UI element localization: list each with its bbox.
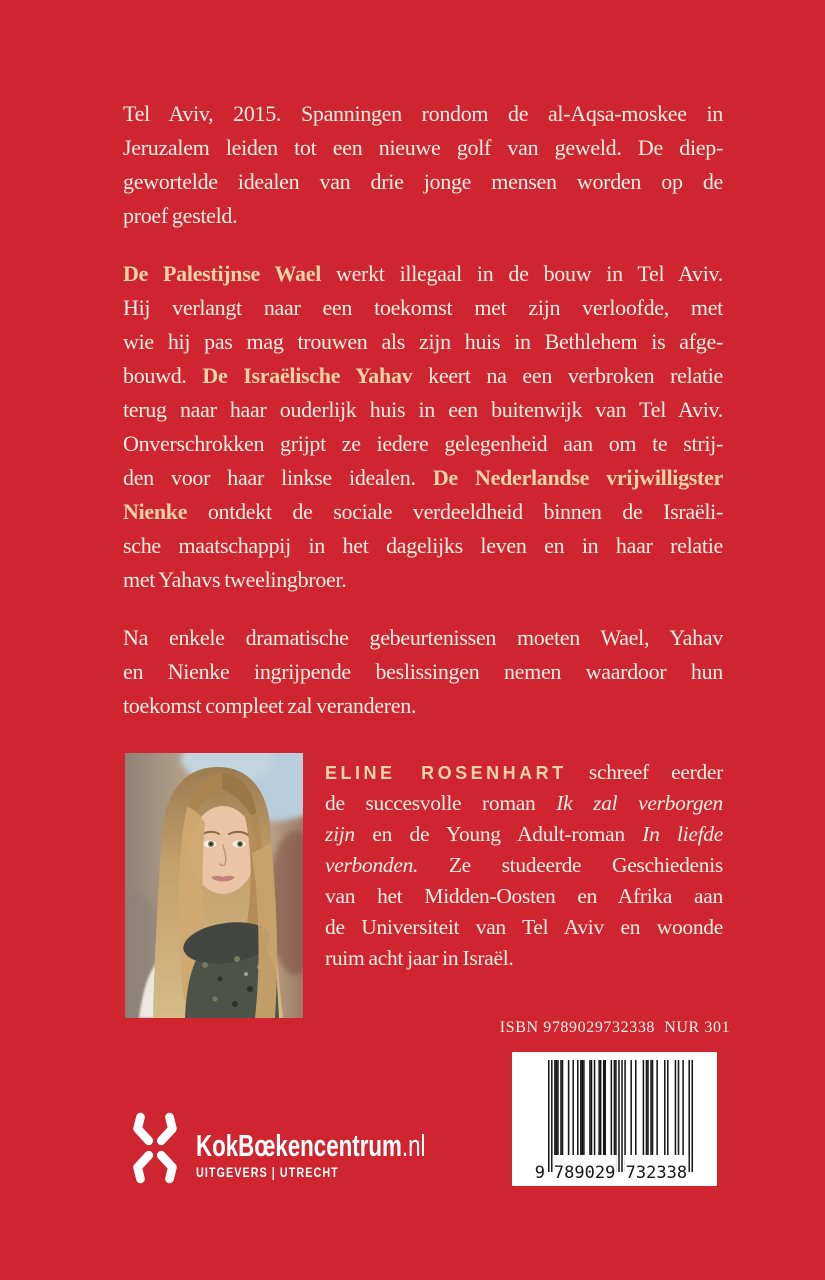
text-line: wie hij pas mag trouwen als zijn huis in Bethlehem is afge- — [123, 329, 723, 354]
text-line: bouwd. De Israëlische Yahav keert na een verbroken relatie — [123, 363, 724, 388]
text-line: Na enkele dramatische gebeurtenissen moeten Wael, Yahav — [123, 625, 723, 650]
text-line: toekomst compleet zal veranderen. — [123, 693, 417, 718]
text-line: sche maatschappij in het dagelijks leven en in haar relatie — [123, 533, 723, 558]
text-line: Jeruzalem leiden tot een nieuwe golf van geweld. De diep- — [123, 135, 723, 160]
publisher-star-icon — [126, 1109, 184, 1187]
text-line: met Yahavs tweelingbroer. — [123, 567, 347, 592]
publisher-tagline: UITGEVERS | UTRECHT — [196, 1165, 339, 1180]
text-line: terug naar haar ouderlijk huis in een buitenwijk van Tel Aviv. — [123, 397, 723, 422]
text-line: zijn en de Young Adult-roman In liefde — [325, 822, 723, 846]
text-line: den voor haar linkse idealen. De Nederlandse vrijwilligster — [123, 465, 723, 490]
text-line: de succesvolle roman Ik zal verborgen — [325, 791, 723, 815]
text-line: ruim acht jaar in Israël. — [325, 946, 514, 970]
barcode-digits: 732338 — [625, 1163, 688, 1183]
text-line: De Palestijnse Wael werkt illegaal in de bouw in Tel Aviv. — [123, 261, 723, 286]
blurb-paragraph — [123, 621, 723, 723]
barcode — [524, 1060, 706, 1184]
publisher-domain-suffix: .nl — [401, 1128, 426, 1163]
publisher-name: KokBœkencentrum.nl — [196, 1128, 426, 1163]
text-line: proef gesteld. — [123, 203, 238, 228]
blurb-paragraph — [123, 257, 723, 597]
author-photo — [125, 753, 303, 1018]
barcode-digits: 789029 — [553, 1163, 616, 1183]
barcode-panel — [512, 1052, 717, 1186]
text-line: de Universiteit van Tel Aviv en woonde — [325, 915, 723, 939]
isbn-text: ISBN 9789029732338 NUR 301 — [499, 1019, 731, 1036]
barcode-digits: 9 — [534, 1163, 545, 1183]
text-line: Onverschrokken grijpt ze iedere gelegenheid aan om te strij- — [123, 431, 723, 456]
text-line: Hij verlangt naar een toekomst met zijn verloofde, met — [123, 295, 723, 320]
text-line: verbonden. Ze studeerde Geschiedenis — [325, 853, 723, 877]
publisher-logo — [126, 1107, 456, 1192]
text-line: gewortelde idealen van drie jonge mensen worden op de — [123, 169, 723, 194]
text-line: Tel Aviv, 2015. Spanningen rondom de al-Aqsa-moskee in — [123, 101, 723, 126]
blurb-paragraph — [123, 97, 723, 233]
text-line: en Nienke ingrijpende beslissingen nemen waardoor hun — [123, 659, 723, 684]
author-bio — [325, 757, 723, 974]
text-line: van het Midden-Oosten en Afrika aan — [325, 884, 723, 908]
text-line: ELINE ROSENHART schreef eerder — [325, 760, 723, 784]
synopsis-text — [123, 97, 723, 747]
text-line: Nienke ontdekt de sociale verdeeldheid binnen de Israëli- — [123, 499, 723, 524]
